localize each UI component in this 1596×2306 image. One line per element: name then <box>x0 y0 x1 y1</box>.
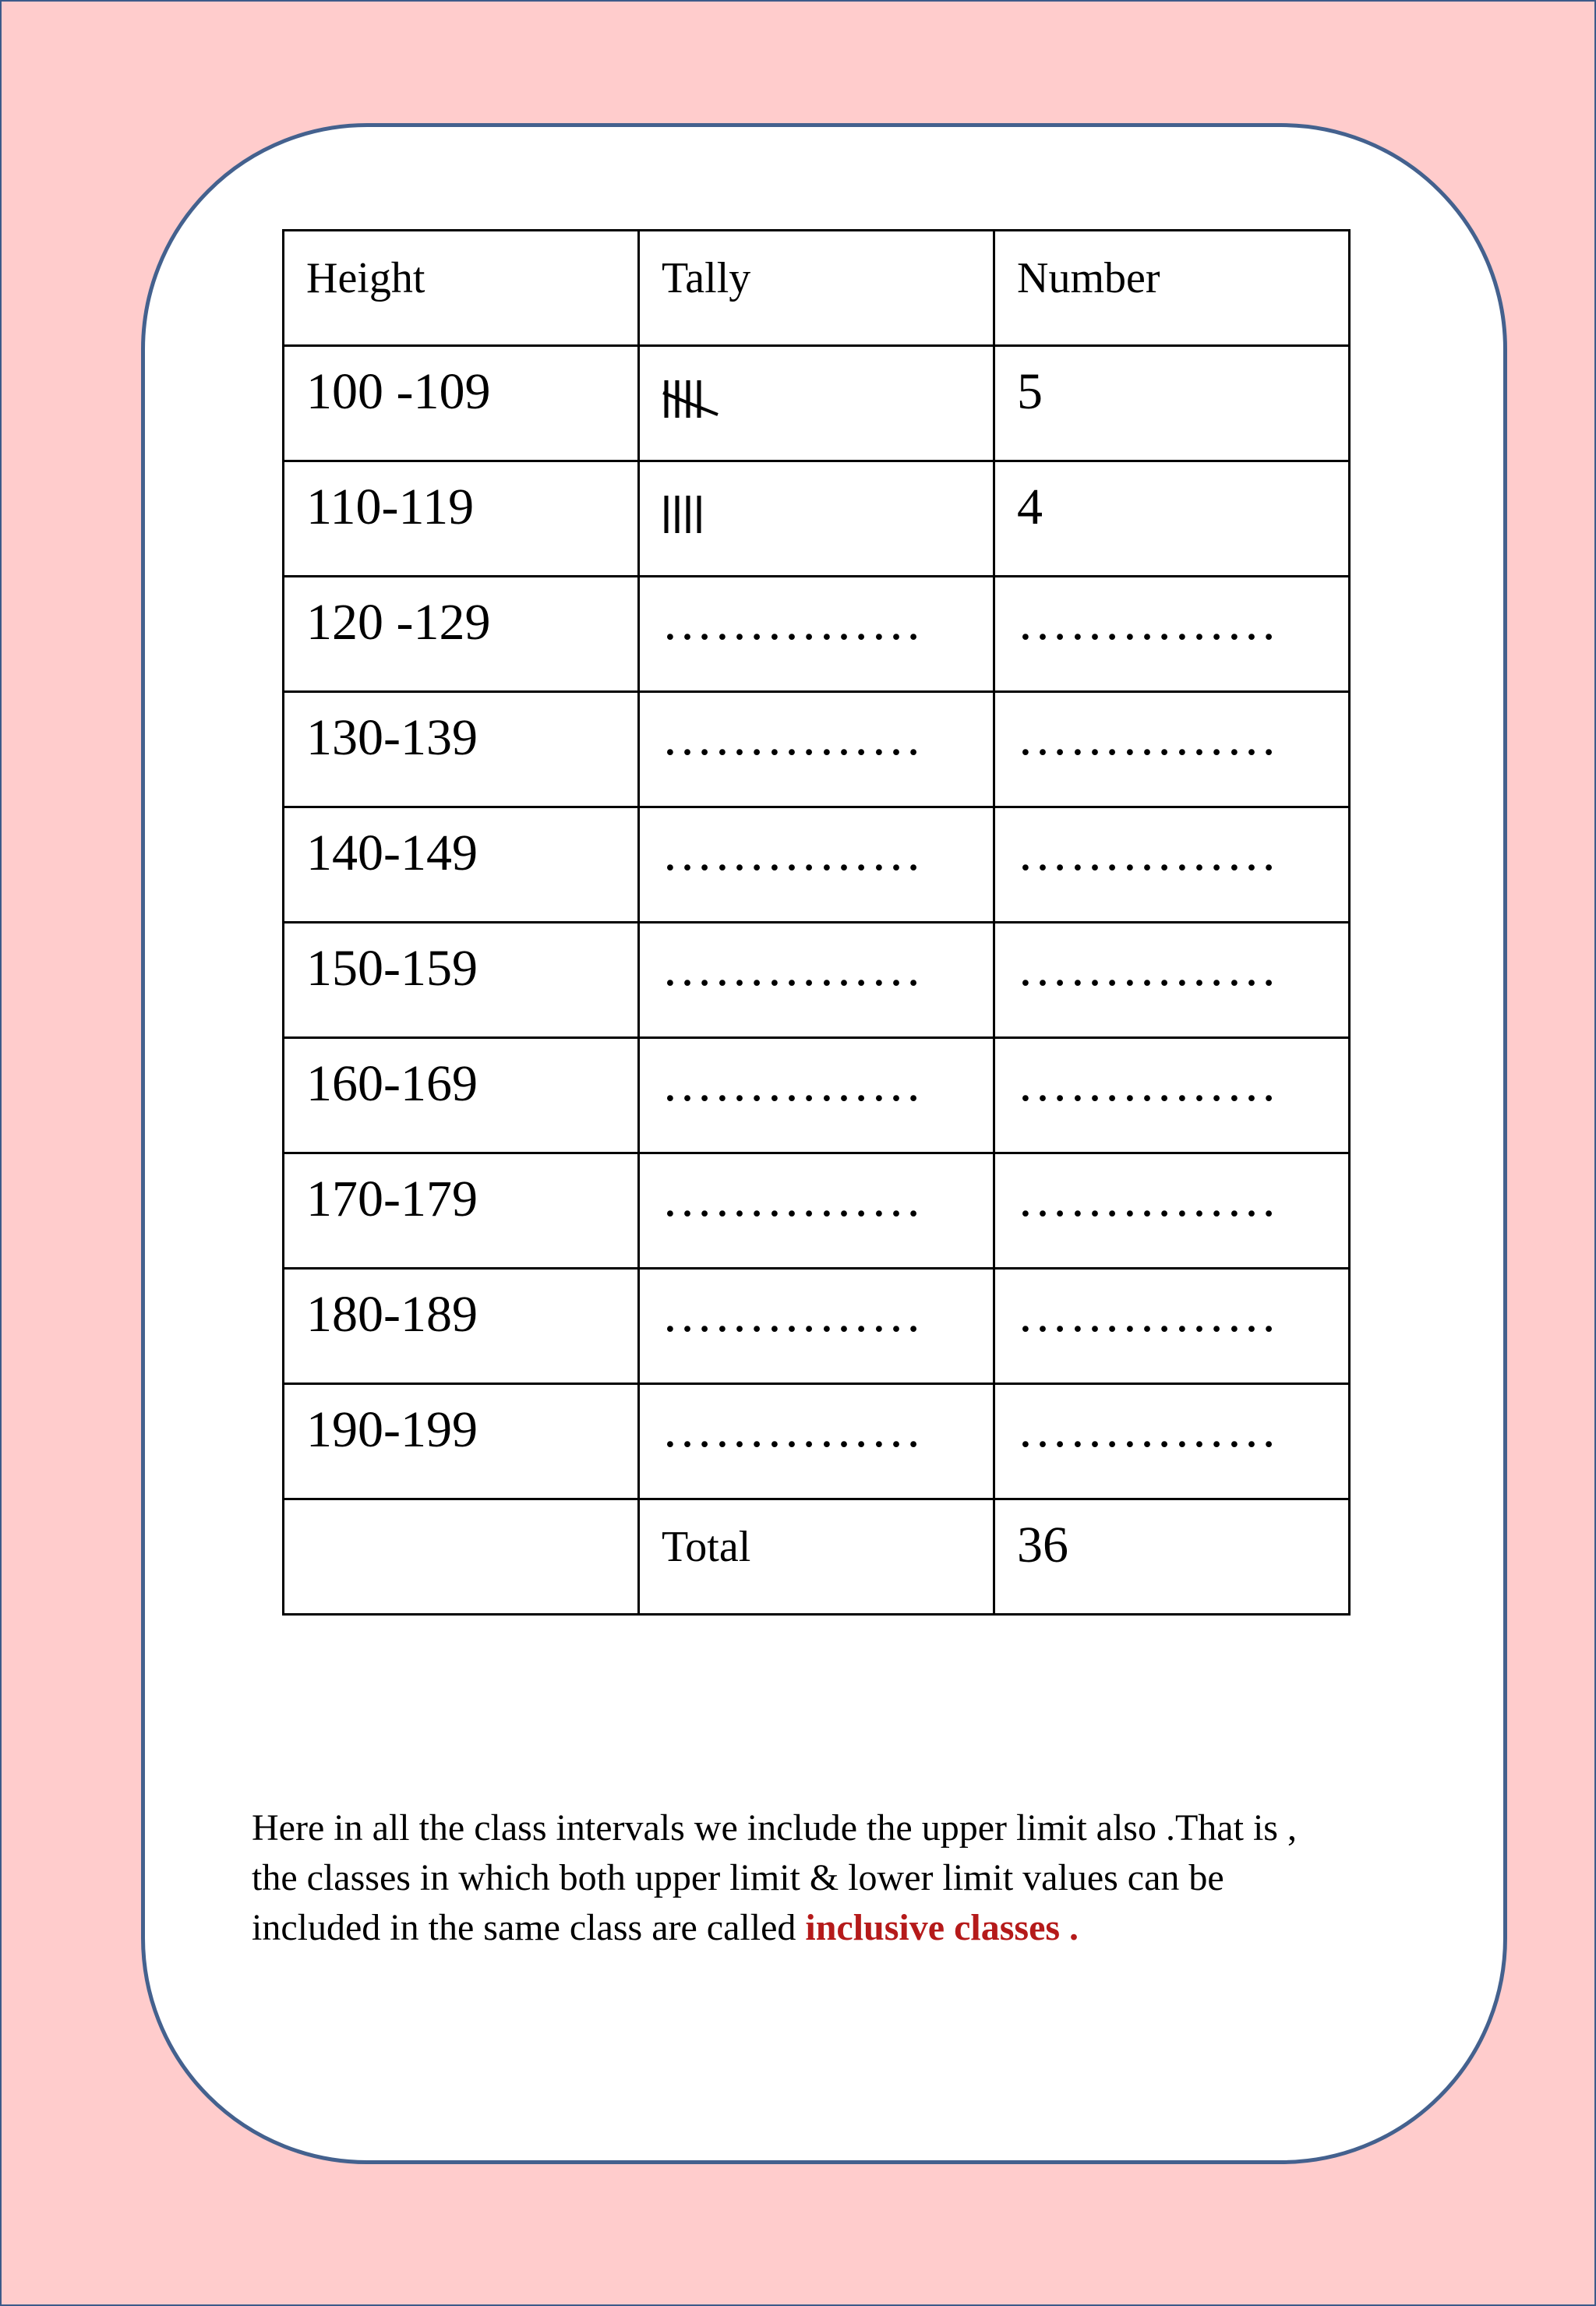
number-cell: 5 <box>994 346 1350 461</box>
table-row <box>284 1384 1350 1499</box>
table-row <box>284 1153 1350 1269</box>
inclusive-classes-note <box>252 1803 1335 1953</box>
height-cell: 110-119 <box>284 461 639 577</box>
total-value: 36 <box>994 1499 1350 1615</box>
header-height: Height <box>284 231 639 346</box>
tally-blank: …………… <box>639 692 994 807</box>
height-cell: 140-149 <box>284 807 639 923</box>
number-blank: …………… <box>994 692 1350 807</box>
table-row <box>284 807 1350 923</box>
tally-blank: …………… <box>639 577 994 692</box>
table-row <box>284 1038 1350 1153</box>
tally-blank: …………… <box>639 1384 994 1499</box>
number-blank: …………… <box>994 807 1350 923</box>
tally-blank: …………… <box>639 1038 994 1153</box>
note-text: Here in all the class intervals we include the upper limit also .That is , the classes in which both upper limit & lower limit values can be included in the same class are called <box>252 1807 1297 1948</box>
table-row <box>284 577 1350 692</box>
height-cell: 130-139 <box>284 692 639 807</box>
tally-five-icon <box>662 376 724 422</box>
total-label: Total <box>639 1499 994 1615</box>
number-blank: …………… <box>994 1153 1350 1269</box>
number-blank: …………… <box>994 923 1350 1038</box>
height-cell: 100 -109 <box>284 346 639 461</box>
tally-blank: …………… <box>639 1153 994 1269</box>
header-number: Number <box>994 231 1350 346</box>
table-header-row <box>284 231 1350 346</box>
number-blank: …………… <box>994 577 1350 692</box>
height-cell: 170-179 <box>284 1153 639 1269</box>
height-cell: 190-199 <box>284 1384 639 1499</box>
tally-cell <box>639 461 994 577</box>
number-blank: …………… <box>994 1269 1350 1384</box>
total-row <box>284 1499 1350 1615</box>
table-row <box>284 461 1350 577</box>
number-cell: 4 <box>994 461 1350 577</box>
number-blank: …………… <box>994 1384 1350 1499</box>
height-cell: 120 -129 <box>284 577 639 692</box>
frequency-table <box>282 229 1351 1616</box>
height-cell: 180-189 <box>284 1269 639 1384</box>
height-cell: 150-159 <box>284 923 639 1038</box>
note-term: inclusive classes . <box>805 1907 1079 1948</box>
tally-blank: …………… <box>639 1269 994 1384</box>
table-row <box>284 923 1350 1038</box>
table-row <box>284 692 1350 807</box>
tally-cell <box>639 346 994 461</box>
table-row <box>284 346 1350 461</box>
tally-four-icon <box>662 491 724 538</box>
tally-blank: …………… <box>639 923 994 1038</box>
header-tally: Tally <box>639 231 994 346</box>
table-row <box>284 1269 1350 1384</box>
tally-blank: …………… <box>639 807 994 923</box>
number-blank: …………… <box>994 1038 1350 1153</box>
height-cell: 160-169 <box>284 1038 639 1153</box>
total-empty-cell <box>284 1499 639 1615</box>
